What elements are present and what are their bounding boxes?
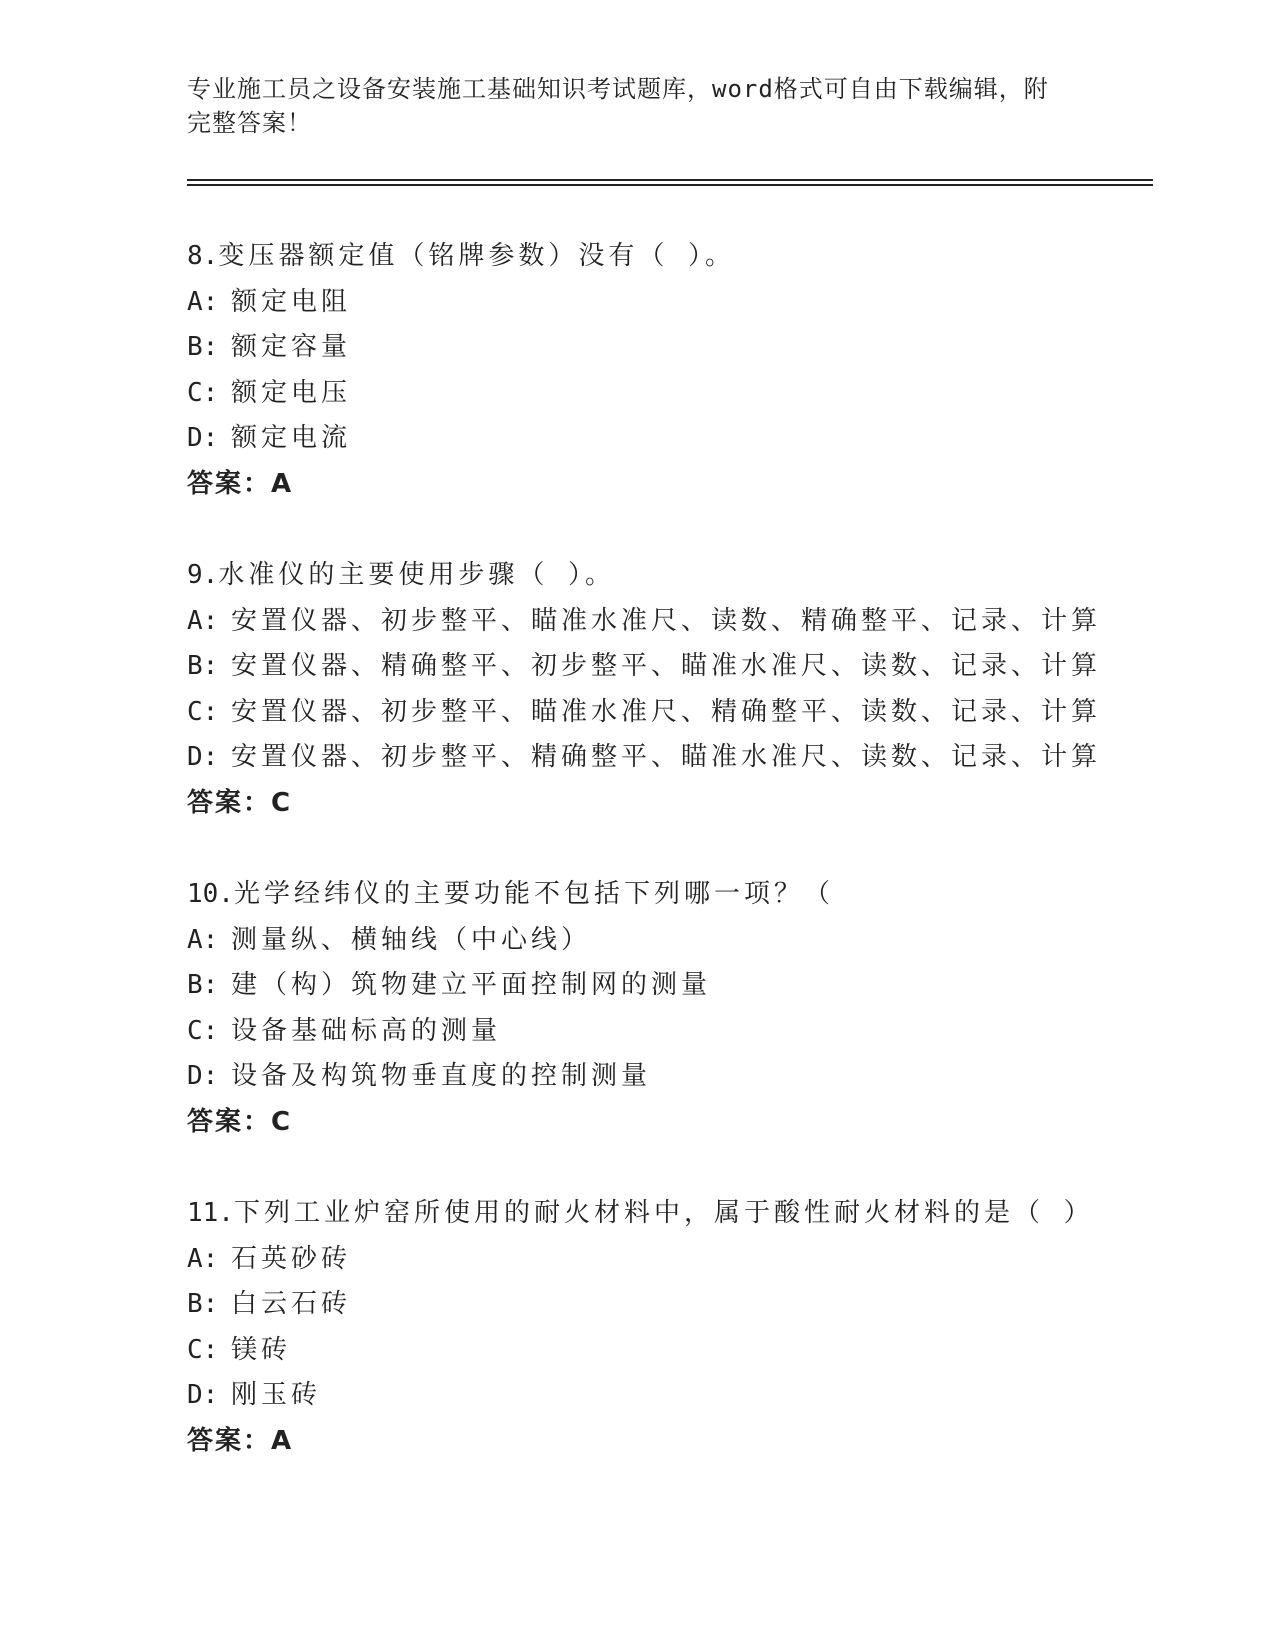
option-text: 镁砖 [231,1334,292,1365]
option-text: 石英砂砖 [231,1243,352,1274]
option-letter: C: [187,1334,219,1365]
question-stem [187,1191,1147,1237]
option-text: 安置仪器、初步整平、瞄准水准尺、读数、精确整平、记录、计算 [231,605,1102,636]
header-divider-bottom [187,184,1153,186]
option-d [187,735,1147,781]
question-block [187,872,1147,1145]
option-letter: A: [187,1243,219,1274]
option-text: 设备及构筑物垂直度的控制测量 [231,1061,652,1091]
option-b [187,1282,1147,1328]
question-number: 11. [187,1198,234,1228]
question-stem [187,234,1147,280]
question-number: 10. [187,879,234,909]
option-b [187,644,1147,690]
option-a [187,280,1147,326]
question-block [187,553,1147,826]
option-letter: A: [187,605,219,636]
option-text: 额定电流 [231,423,352,453]
option-text: 额定电压 [231,377,352,408]
header-divider-top [187,179,1153,181]
option-letter: D: [187,423,219,453]
option-a [187,918,1147,964]
answer-line: 答案：C [187,1106,293,1137]
option-text: 测量纵、横轴线（中心线） [231,924,592,955]
option-letter: C: [187,377,219,408]
option-letter: A: [187,924,219,955]
question-text: 水准仪的主要使用步骤（ ）。 [218,560,615,590]
question-block [187,1191,1147,1464]
option-letter: B: [187,651,219,681]
question-stem [187,872,1147,918]
option-text: 安置仪器、初步整平、精确整平、瞄准水准尺、读数、记录、计算 [231,742,1102,772]
option-a [187,1237,1147,1283]
option-a [187,599,1147,645]
option-d [187,416,1147,462]
option-text: 安置仪器、精确整平、初步整平、瞄准水准尺、读数、记录、计算 [231,651,1102,681]
option-letter: C: [187,696,219,727]
option-text: 白云石砖 [231,1289,352,1319]
option-b [187,325,1147,371]
answer-line: 答案：C [187,787,293,818]
question-text: 下列工业炉窑所使用的耐火材料中，属于酸性耐火材料的是（ ） [233,1198,1094,1228]
question-text: 变压器额定值（铭牌参数）没有（ ）。 [218,241,735,271]
option-c [187,1328,1147,1374]
question-text: 光学经纬仪的主要功能不包括下列哪一项？（ [233,879,834,909]
option-letter: B: [187,1289,219,1319]
option-text: 建（构）筑物建立平面控制网的测量 [231,970,712,1000]
option-letter: D: [187,742,219,772]
answer-line: 答案：A [187,468,294,499]
option-text: 额定电阻 [231,286,352,317]
option-text: 额定容量 [231,332,352,362]
option-text: 设备基础标高的测量 [231,1015,502,1046]
question-number: 9. [187,560,219,590]
option-text: 刚玉砖 [231,1380,322,1410]
answer-line: 答案：A [187,1425,294,1456]
option-text: 安置仪器、初步整平、瞄准水准尺、精确整平、读数、记录、计算 [231,696,1102,727]
option-b [187,963,1147,1009]
option-letter: D: [187,1061,219,1091]
option-d [187,1373,1147,1419]
option-c [187,371,1147,417]
option-letter: C: [187,1015,219,1046]
option-c [187,690,1147,736]
option-d [187,1054,1147,1100]
question-stem [187,553,1147,599]
document-header: 专业施工员之设备安装施工基础知识考试题库，word格式可自由下载编辑，附完整答案！ [187,75,1049,137]
option-letter: B: [187,970,219,1000]
question-block [187,234,1147,507]
option-letter: B: [187,332,219,362]
option-letter: D: [187,1380,219,1410]
question-number: 8. [187,241,219,271]
option-c [187,1009,1147,1055]
option-letter: A: [187,286,219,317]
